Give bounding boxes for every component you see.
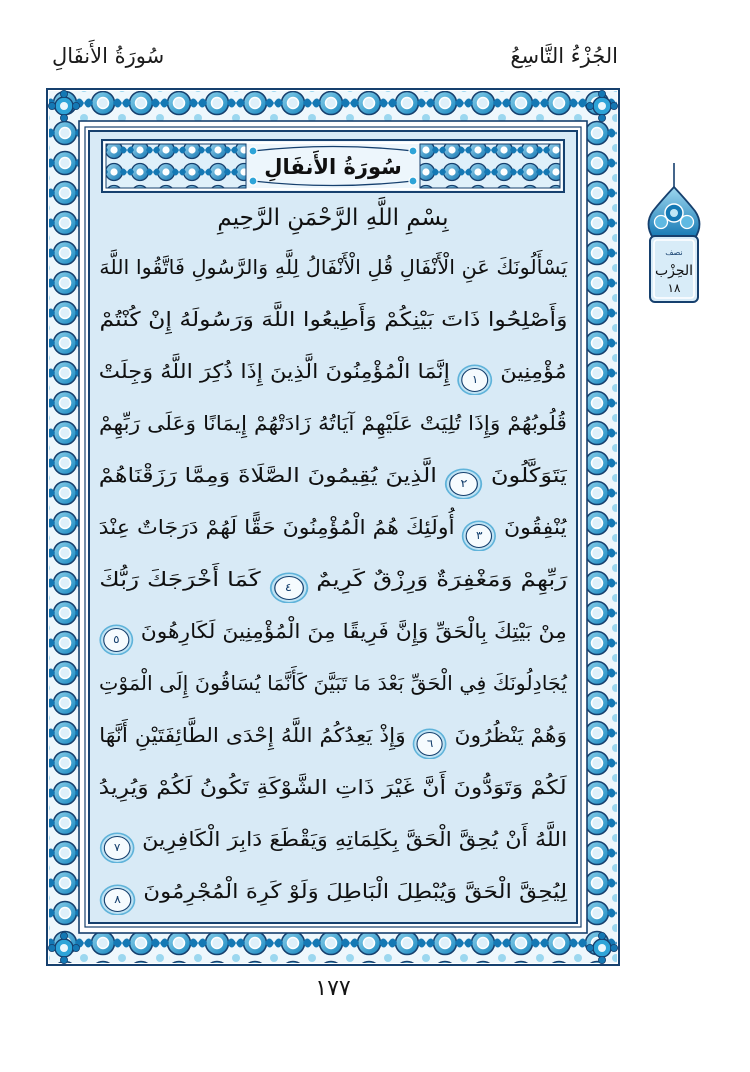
quran-line: [99, 345, 567, 397]
surah-title: سُورَةُ الأَنفَالِ: [264, 155, 402, 179]
page-content: [89, 131, 577, 923]
quran-text: يَتَوَكَّلُونَ: [491, 463, 567, 487]
quran-text: لَكُمْ وَتَوَدُّونَ أَنَّ غَيْرَ ذَاتِ الشَّوْكَةِ تَكُونُ لَكُمْ وَيُرِيدُ: [98, 775, 567, 799]
hizb-half-label: نصف: [665, 248, 683, 257]
quran-line: [99, 813, 567, 865]
quran-text: وَأَصْلِحُوا ذَاتَ بَيْنِكُمْ وَأَطِيعُوا اللَّهَ وَرَسُولَهُ إِنْ كُنْتُمْ: [99, 307, 567, 331]
basmala-text: بِسْمِ اللَّهِ الرَّحْمَنِ الرَّحِيمِ: [217, 205, 449, 231]
surah-name-header: سُورَةُ الأَنفَالِ: [52, 44, 165, 68]
ayah-marker: ٥: [103, 628, 129, 652]
surah-title-banner: [101, 139, 565, 193]
quran-text: مُؤْمِنِينَ: [500, 359, 567, 383]
quran-line: [99, 449, 567, 501]
quran-text: كَمَا أَخْرَجَكَ رَبُّكَ: [98, 567, 261, 591]
quran-line: [99, 657, 567, 709]
quran-text: مِنْ بَيْتِكَ بِالْحَقِّ وَإِنَّ فَرِيقًا مِنَ الْمُؤْمِنِينَ لَكَارِهُونَ: [140, 619, 567, 643]
ayah-marker: ١: [462, 368, 489, 392]
quran-line: [99, 761, 567, 813]
quran-text: قُلُوبُهُمْ وَإِذَا تُلِيَتْ عَلَيْهِمْ آيَاتُهُ زَادَتْهُمْ إِيمَانًا وَعَلَى رَبِّهِمْ: [99, 411, 567, 435]
quran-text-block: [89, 241, 577, 917]
quran-line: [99, 397, 567, 449]
quran-text: يُنْفِقُونَ: [504, 515, 567, 539]
ayah-marker: ٤: [273, 576, 303, 600]
juz-header: الجُزْءُ التَّاسِعُ: [510, 44, 618, 68]
quran-text: وَهُمْ يَنْظُرُونَ: [454, 723, 567, 747]
quran-text: اللَّهُ أَنْ يُحِقَّ الْحَقَّ بِكَلِمَاتِهِ وَيَقْطَعَ دَابِرَ الْكَافِرِينَ: [141, 827, 567, 851]
hizb-medallion: [638, 163, 710, 311]
hizb-number: ١٨: [667, 281, 681, 295]
quran-line: [99, 293, 567, 345]
quran-text: رَبِّهِمْ وَمَغْفِرَةٌ وَرِزْقٌ كَرِيمٌ: [315, 567, 567, 591]
quran-line: [99, 241, 567, 293]
quran-text: لِيُحِقَّ الْحَقَّ وَيُبْطِلَ الْبَاطِلَ وَلَوْ كَرِهَ الْمُجْرِمُونَ: [143, 879, 568, 903]
quran-text: وَإِذْ يَعِدُكُمُ اللَّهُ إِحْدَى الطَّائِفَتَيْنِ أَنَّهَا: [98, 723, 406, 747]
ayah-marker: ٣: [466, 524, 492, 548]
quran-text: يَسْأَلُونَكَ عَنِ الْأَنْفَالِ قُلِ الْأَنْفَالُ لِلَّهِ وَالرَّسُولِ فَاتَّقُوا اللَّهَ: [98, 255, 567, 279]
ayah-marker: ٦: [417, 732, 443, 756]
quran-text: أُولَئِكَ هُمُ الْمُؤْمِنُونَ حَقًّا لَهُمْ دَرَجَاتٌ عِنْدَ: [99, 515, 456, 539]
quran-text: يُجَادِلُونَكَ فِي الْحَقِّ بَعْدَ مَا تَبَيَّنَ كَأَنَّمَا يُسَاقُونَ إِلَى الْمَوْتِ: [99, 671, 567, 695]
hizb-word: الحِزْب: [654, 263, 694, 279]
quran-line: [99, 865, 567, 917]
ayah-marker: ٧: [103, 836, 130, 860]
quran-line: [99, 553, 567, 605]
ayah-marker: ٢: [450, 472, 479, 496]
quran-line: [99, 709, 567, 761]
ayah-marker: ٨: [104, 888, 132, 912]
decorative-frame: [46, 88, 620, 966]
quran-line: [99, 501, 567, 553]
quran-text: الَّذِينَ يُقِيمُونَ الصَّلَاةَ وَمِمَّا رَزَقْنَاهُمْ: [99, 463, 438, 487]
quran-line: [99, 605, 567, 657]
page-number: ١٧٧: [315, 976, 351, 1001]
quran-text: إِنَّمَا الْمُؤْمِنُونَ الَّذِينَ إِذَا ذُكِرَ اللَّهُ وَجِلَتْ: [98, 359, 451, 383]
